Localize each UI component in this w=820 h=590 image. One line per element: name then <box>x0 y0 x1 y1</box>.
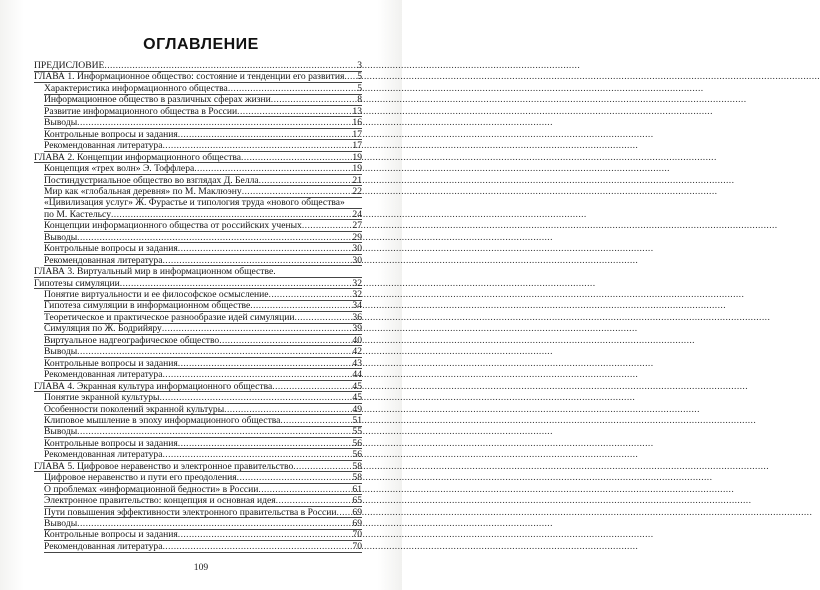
toc-entry-page: 44 <box>352 369 362 381</box>
toc-entry-title: Понятие экранной культуры <box>44 392 160 404</box>
toc-leader-dots <box>259 175 352 186</box>
toc-entry-page: 58 <box>352 472 362 484</box>
toc-entry-page: 45 <box>352 380 362 392</box>
toc-leader-dots <box>280 415 351 426</box>
toc-section-entry <box>44 197 362 208</box>
document-page <box>0 0 402 590</box>
toc-leader-dots <box>272 381 351 392</box>
toc-leader-dots <box>228 83 356 94</box>
toc-leader-dots <box>111 209 351 220</box>
toc-entry-page: 30 <box>352 243 362 255</box>
toc-section-entry <box>44 220 362 231</box>
toc-entry-page: 19 <box>352 151 362 163</box>
toc-entry-page: 56 <box>352 449 362 461</box>
toc-entry-title: «Цивилизация услуг» Ж. Фурастье и типология труда «нового общества» <box>44 197 345 209</box>
toc-entry-title: Рекомендованная литература <box>44 140 163 152</box>
toc-leader-dots <box>219 335 351 346</box>
toc-entry-title: Выводы <box>44 346 78 358</box>
page-number: 109 <box>193 562 209 573</box>
toc-entry-page: 5 <box>357 82 362 94</box>
toc-entry-page: 8 <box>357 94 362 106</box>
toc-section-entry <box>44 289 362 300</box>
toc-leader-dots <box>163 140 352 151</box>
toc-entry-title: Постиндустриальное общество во взглядах Д. Белла <box>44 174 259 186</box>
toc-entry-page: 70 <box>352 529 362 541</box>
toc-entry-page: 13 <box>352 105 362 117</box>
toc-entry-page: 45 <box>352 392 362 404</box>
toc-leader-dots <box>295 312 352 323</box>
toc-section-entry <box>44 255 362 266</box>
toc-leader-dots <box>237 472 352 483</box>
toc-entry-title: Контрольные вопросы и задания <box>44 243 178 255</box>
toc-entry-page: 17 <box>352 128 362 140</box>
toc-section-entry <box>44 243 362 254</box>
toc-entry-page: 70 <box>352 540 362 552</box>
toc-entry-title: ГЛАВА 1. Информационное общество: состояние и тенденции его развития <box>34 71 345 83</box>
toc-entry-title: Выводы <box>44 518 78 529</box>
toc-chapter-entry <box>34 60 362 71</box>
toc-section-entry <box>44 495 362 506</box>
toc-entry-title: Рекомендованная литература <box>44 540 163 552</box>
toc-section-entry <box>44 232 362 243</box>
toc-leader-dots <box>77 518 351 529</box>
toc-leader-dots <box>163 541 352 552</box>
toc-section-entry <box>44 529 362 540</box>
toc-leader-dots <box>258 484 351 495</box>
toc-leader-dots <box>241 152 351 163</box>
toc-section-entry <box>44 358 362 369</box>
toc-entry-page: 21 <box>352 174 362 186</box>
toc-leader-dots <box>337 507 352 518</box>
toc-entry-page: 65 <box>352 495 362 507</box>
toc-entry-title: Клиповое мышление в эпоху информационного общества <box>44 414 281 426</box>
toc-section-entry <box>44 83 362 94</box>
toc-leader-dots <box>163 255 352 266</box>
toc-section-entry <box>44 346 362 357</box>
toc-section-entry <box>44 312 362 323</box>
toc-leader-dots <box>178 358 352 369</box>
toc-leader-dots <box>271 94 356 105</box>
toc-section-entry <box>44 186 362 197</box>
toc-entry-page: 32 <box>352 277 362 289</box>
toc-entry-page: 40 <box>352 334 362 346</box>
toc-entry-page: 55 <box>352 426 362 438</box>
toc-section-entry <box>44 300 362 311</box>
page-title: ОГЛАВЛЕНИЕ <box>143 36 259 53</box>
toc-entry-title: Контрольные вопросы и задания <box>44 437 178 449</box>
toc-entry-page: 42 <box>352 346 362 358</box>
toc-entry-title: Симуляция по Ж. Бодрийяру <box>44 323 162 335</box>
toc-leader-dots <box>160 392 352 403</box>
toc-entry-title: Выводы <box>44 426 78 438</box>
toc-entry-title: Электронное правительство: концепция и основная идея <box>44 495 276 507</box>
toc-entry-page: 61 <box>352 483 362 495</box>
toc-entry-title: Теоретическое и практическое разнообразие идей симуляции <box>44 311 295 323</box>
toc-entry-title: Рекомендованная литература <box>44 254 163 266</box>
toc-leader-dots <box>242 186 352 197</box>
toc-leader-dots <box>77 117 351 128</box>
toc-entry-page: 43 <box>352 357 362 369</box>
toc-entry-title: Понятие виртуальности и ее философское осмысление <box>44 289 269 300</box>
toc-entry-title: Особенности поколений экранной культуры <box>44 403 225 415</box>
toc-entry-title: ГЛАВА 4. Экранная культура информационного общества <box>34 380 273 392</box>
toc-entry-title: Гипотезы симуляции <box>34 277 120 289</box>
toc-chapter-entry <box>34 461 362 472</box>
toc-leader-dots <box>178 529 352 540</box>
toc-entry-page: 24 <box>352 208 362 220</box>
toc-leader-dots <box>104 60 356 71</box>
toc-entry-page: 34 <box>352 300 362 312</box>
toc-entry-title: Контрольные вопросы и задания <box>44 529 178 541</box>
toc-section-entry <box>44 163 362 174</box>
toc-entry-page: 36 <box>352 311 362 323</box>
toc-entry-page: 32 <box>352 289 362 300</box>
toc-section-entry <box>44 518 362 529</box>
toc-section-entry <box>44 117 362 128</box>
toc-section-entry <box>44 541 362 552</box>
toc-entry-title: ГЛАВА 3. Виртуальный мир в информационном обществе. <box>34 266 276 278</box>
toc-section-entry <box>44 106 362 117</box>
toc-entry-page: 19 <box>352 163 362 175</box>
toc-chapter-entry <box>34 278 362 289</box>
toc-leader-dots <box>302 220 352 231</box>
toc-chapter-entry <box>34 71 362 82</box>
toc-leader-dots <box>77 232 351 243</box>
toc-section-entry <box>44 449 362 460</box>
toc-entry-title: Выводы <box>44 117 78 129</box>
toc-entry-page: 17 <box>352 140 362 152</box>
toc-leader-dots <box>120 278 352 289</box>
toc-row-rule <box>44 552 362 553</box>
toc-leader-dots <box>162 323 352 334</box>
toc-entry-page: 29 <box>352 231 362 243</box>
toc-entry-title: Виртуальное надгеографическое общество <box>44 334 220 346</box>
toc-entry-title: Характеристика информационного общества <box>44 82 228 94</box>
toc-section-entry <box>44 94 362 105</box>
toc-entry-title: по М. Кастельсу <box>44 208 111 220</box>
toc-entry-title: Развитие информационного общества в России <box>44 105 238 117</box>
toc-section-entry <box>44 392 362 403</box>
toc-entry-title: Концепции информационного общества от российских ученых <box>44 220 302 232</box>
toc-leader-dots <box>163 369 352 380</box>
toc-leader-dots <box>250 300 351 311</box>
toc-section-entry <box>44 209 362 220</box>
toc-entry-page: 56 <box>352 437 362 449</box>
toc-entry-title: Концепция «трех волн» Э. Тоффлера <box>44 163 195 175</box>
toc-section-entry <box>44 369 362 380</box>
toc-entry-page: 27 <box>352 220 362 232</box>
toc-entry-title: Рекомендованная литература <box>44 369 163 381</box>
toc-leader-dots <box>269 289 352 300</box>
toc-entry-title: Контрольные вопросы и задания <box>44 357 178 369</box>
toc-section-entry <box>44 175 362 186</box>
toc-entry-title: Рекомендованная литература <box>44 449 163 461</box>
toc-entry-title: Пути повышения эффективности электронного правительства в России <box>44 506 337 518</box>
toc-section-entry <box>44 507 362 518</box>
toc-entry-title: Контрольные вопросы и задания <box>44 128 178 140</box>
toc-entry-page: 69 <box>352 518 362 529</box>
toc-leader-dots <box>178 438 352 449</box>
toc-entry-page: 69 <box>352 506 362 518</box>
toc-entry-title: Гипотеза симуляции в информационном обществе <box>44 300 251 312</box>
toc-section-entry <box>44 140 362 151</box>
toc-section-entry <box>44 323 362 334</box>
toc-chapter-entry <box>34 381 362 392</box>
toc-entry-page: 22 <box>352 185 362 197</box>
toc-section-entry <box>44 335 362 346</box>
toc-leader-dots <box>276 495 352 506</box>
toc-entry-page: 30 <box>352 254 362 266</box>
toc-leader-dots <box>194 163 351 174</box>
toc-leader-dots <box>224 404 351 415</box>
toc-leader-dots <box>293 461 351 472</box>
toc-entry-page: 49 <box>352 403 362 415</box>
toc-chapter-entry <box>34 152 362 163</box>
toc-entry-title: О проблемах «информационной бедности» в России <box>44 483 259 495</box>
toc-entry-page: 5 <box>357 71 362 83</box>
toc-entry-title: ГЛАВА 5. Цифровое неравенство и электронное правительство <box>34 460 294 472</box>
toc-entry-title: ГЛАВА 2. Концепции информационного общества <box>34 151 242 163</box>
toc-leader-dots <box>344 71 356 82</box>
toc-section-entry <box>44 426 362 437</box>
toc-leader-dots <box>237 106 351 117</box>
toc-leader-dots <box>77 426 351 437</box>
toc-leader-dots <box>178 243 352 254</box>
toc-entry-title: Информационное общество в различных сферах жизни <box>44 94 271 106</box>
toc-section-entry <box>44 438 362 449</box>
toc-entry-title: Выводы <box>44 231 78 243</box>
toc-entry-page: 16 <box>352 117 362 129</box>
toc-entry-page: 51 <box>352 414 362 426</box>
toc-chapter-entry <box>34 266 362 277</box>
toc-entry-title: Мир как «глобальная деревня» по М. Маклюэну <box>44 185 242 197</box>
toc-entry-title: Цифровое неравенство и пути его преодоления <box>44 472 237 484</box>
toc-section-entry <box>44 129 362 140</box>
toc-entry-title: ПРЕДИСЛОВИЕ <box>34 60 105 71</box>
toc-section-entry <box>44 415 362 426</box>
toc-section-entry <box>44 484 362 495</box>
toc-section-entry <box>44 404 362 415</box>
toc-section-entry <box>44 472 362 483</box>
toc-entry-page: 3 <box>357 60 362 71</box>
toc-leader-dots <box>163 449 352 460</box>
toc-leader-dots <box>77 346 351 357</box>
toc-leader-dots <box>178 129 352 140</box>
toc-entry-page: 39 <box>352 323 362 335</box>
toc-entry-page: 58 <box>352 460 362 472</box>
